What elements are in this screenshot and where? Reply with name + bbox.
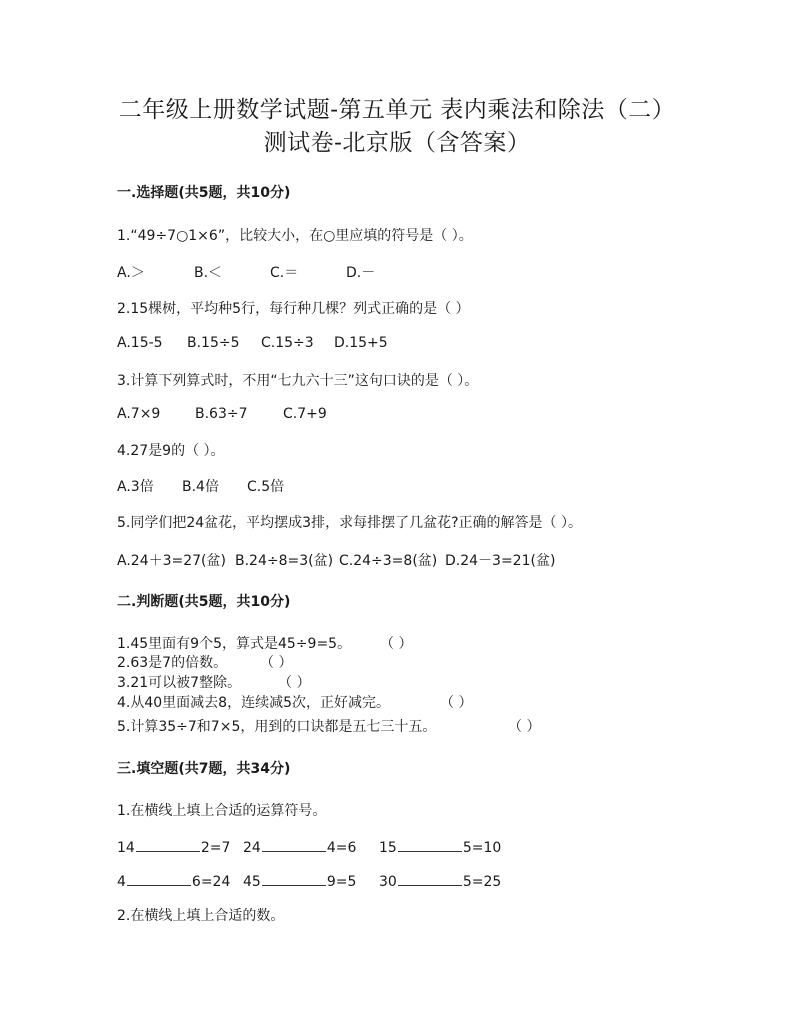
option-b: B.63÷7 (195, 406, 248, 422)
answer-blank[interactable] (127, 871, 191, 886)
option-d: D.24－3=21(盆) (445, 553, 556, 569)
option-d: D.15+5 (334, 335, 388, 351)
answer-blank[interactable] (262, 871, 326, 886)
fill-blank-item: 45 9=5 (243, 871, 356, 890)
judge-item-3-paren: （ ） (278, 675, 311, 691)
question-1-2: 2.15棵树，平均种5行，每行种几棵？列式正确的是（ ） (117, 301, 470, 317)
judge-item-1-paren: （ ） (380, 636, 413, 652)
fill-blank-item: 30 5=25 (379, 871, 501, 890)
fill-question-1: 1.在横线上填上合适的运算符号。 (117, 803, 327, 819)
judge-item-5: 5.计算35÷7和7×5，用到的口诀都是五七三十五。 (117, 719, 437, 735)
document-title-line-2: 测试卷-北京版（含答案） (263, 130, 531, 156)
fill-blank-item: 24 4=6 (243, 837, 356, 856)
option-c: C.15÷3 (261, 335, 314, 351)
question-1-3: 3.计算下列算式时，不用“七九六十三”这句口诀的是（ ）。 (117, 373, 479, 389)
fill-blank-item: 15 5=10 (379, 837, 501, 856)
question-1-5: 5.同学们把24盆花，平均摆成3排，求每排摆了几盆花?正确的解答是（ ）。 (117, 515, 582, 531)
answer-blank[interactable] (262, 837, 326, 852)
section-heading-choice: 一.选择题(共5题，共10分) (117, 185, 291, 201)
judge-item-4-paren: （ ） (440, 695, 473, 711)
option-a: A.24＋3=27(盆) (117, 553, 226, 569)
option-a: A.7×9 (117, 406, 161, 422)
option-d: D.－ (346, 265, 376, 281)
option-b: B.24÷8=3(盆) (235, 553, 334, 569)
option-c: C.24÷3=8(盆) (339, 553, 438, 569)
fill-question-2: 2.在横线上填上合适的数。 (117, 908, 285, 924)
section-heading-fill: 三.填空题(共7题，共34分) (117, 761, 291, 777)
answer-blank[interactable] (398, 871, 462, 886)
judge-item-4: 4.从40里面减去8，连续减5次，正好减完。 (117, 695, 390, 711)
document-title-line-1: 二年级上册数学试题-第五单元 表内乘法和除法（二） (118, 97, 676, 123)
judge-item-3: 3.21可以被7整除。 (117, 675, 242, 691)
answer-blank[interactable] (398, 837, 462, 852)
option-c: C.5倍 (247, 479, 285, 495)
judge-item-1: 1.45里面有9个5，算式是45÷9=5。 (117, 636, 352, 652)
judge-item-2: 2.63是7的倍数。 (117, 655, 228, 671)
option-a: A.3倍 (117, 479, 154, 495)
judge-item-5-paren: （ ） (508, 719, 541, 735)
fill-blank-item: 4 6=24 (117, 871, 230, 890)
option-a: A.＞ (117, 265, 145, 281)
section-heading-judge: 二.判断题(共5题，共10分) (117, 594, 291, 610)
option-a: A.15-5 (117, 335, 163, 351)
judge-item-2-paren: （ ） (260, 655, 293, 671)
option-b: B.＜ (194, 265, 223, 281)
option-b: B.4倍 (182, 479, 219, 495)
option-b: B.15÷5 (187, 335, 240, 351)
option-c: C.＝ (270, 265, 299, 281)
answer-blank[interactable] (136, 837, 200, 852)
fill-blank-item: 14 2=7 (117, 837, 230, 856)
option-c: C.7+9 (283, 406, 327, 422)
question-1-4: 4.27是9的（ ）。 (117, 443, 225, 459)
question-1-1: 1.“49÷7○1×6”，比较大小，在○里应填的符号是（ ）。 (117, 228, 473, 244)
